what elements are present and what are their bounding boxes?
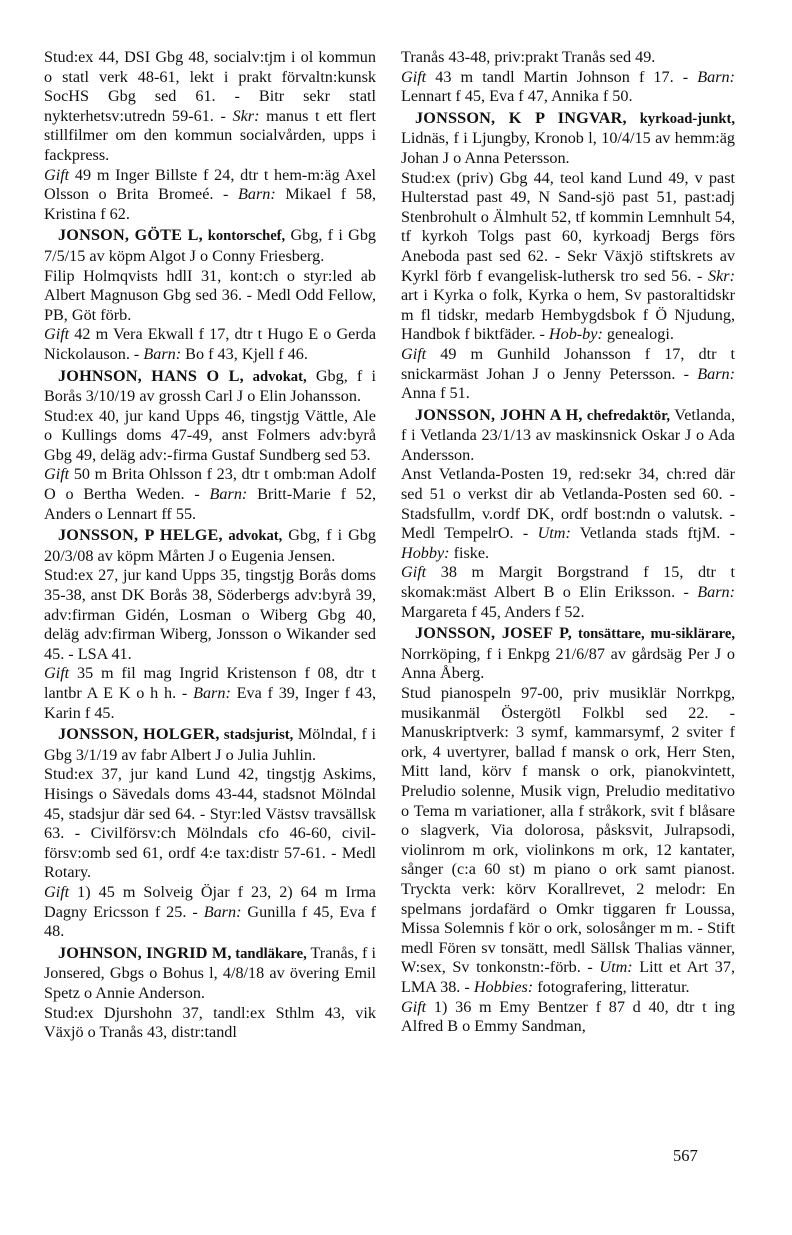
entry-text: Anna f 51. (401, 384, 470, 403)
field-label: Barn: (697, 583, 735, 602)
person-title: kontorschef, (202, 228, 286, 245)
entry-text: Vetlanda, f i Vetlanda 23/1/13 av maskinsnick Oskar J o Ada Andersson. (401, 405, 735, 464)
entry-text: Stud:ex Djurshohn 37, tandl:ex Sthlm 43, vik Växjö o Tranås 43, distr:tandl (44, 1003, 376, 1042)
entry-text: Tranås 43-48, priv:prakt Tranås sed 49. (401, 48, 656, 66)
field-label: Barn: (238, 185, 276, 204)
entry-text: manus t ett flert stillfilmer om den kommun socialvården, upps i fackpress. (44, 106, 376, 164)
entry-text: Lennart f 45, Eva f 47, Annika f 50. (401, 87, 633, 106)
left-column (44, 48, 376, 1043)
entry-paragraph (44, 765, 376, 883)
field-label: Barn: (697, 364, 735, 383)
person-title: kyrkoad-junkt, (626, 110, 735, 127)
entry-text: art i Kyrka o folk, Kyrka o hem, Sv pastoraltidskr m fl tidskr, medarb Hembygdsbok f Ö Njudung, Handbok f biktfäder. - (401, 286, 735, 344)
entry-paragraph (401, 684, 735, 998)
field-label: Hobby: (401, 543, 450, 562)
entry-text: 49 m Gunhild Johansson f 17, dtr t snickarmäst Johan J o Jenny Petersson. - (401, 344, 735, 383)
person-name: JONSSON, JOSEF P, (415, 624, 573, 643)
field-label: Gift (44, 465, 70, 484)
field-label: Barn: (209, 485, 248, 504)
field-label: Barn: (203, 902, 242, 921)
person-title: tandläkare, (231, 945, 307, 962)
person-name: JONSSON, K P INGVAR, (415, 108, 627, 127)
entry-paragraph (44, 465, 376, 524)
field-label: Gift (401, 997, 427, 1016)
person-title: advokat, (243, 368, 307, 385)
entry-text: Gbg, f i Gbg 7/5/15 av köpm Algot J o Conny Friesberg. (44, 226, 377, 265)
entry-text: Lidnäs, f i Ljungby, Kronob l, 10/4/15 av hemm:äg Johan J o Anna Petersson. (401, 129, 735, 167)
biography-entry (44, 526, 376, 723)
entry-text: Filip Holmqvists hdlI 31, kont:ch o styr:led ab Albert Magnuson Gbg sed 36. - Medl Odd Fellow, PB, Göt förb. (44, 266, 376, 324)
entry-paragraph (44, 48, 376, 166)
entry-text: Gbg, f i Gbg 20/3/08 av köpm Mårten J o Eugenia Jensen. (44, 526, 376, 565)
person-name: JONSON, GÖTE L, (58, 226, 203, 245)
biography-entry (401, 109, 735, 404)
biography-entry (44, 367, 376, 525)
field-label: Hobbies: (473, 977, 534, 996)
entry-text: Stud:ex 40, jur kand Upps 46, tingstjg Vättle, Ale o Kullings doms 47-49, anst Folmers adv:byrå Gbg 49, deläg adv:-firma Gustaf Sundberg sed 53. (44, 406, 376, 464)
entry-paragraph (44, 883, 376, 942)
biography-entry (44, 944, 376, 1043)
entry-text: 42 m Vera Ekwall f 17, dtr t Hugo E o Gerda Nickolauson. - (44, 325, 376, 363)
entry-heading-paragraph (401, 109, 735, 169)
biography-entry (44, 725, 376, 942)
entry-text: Gunilla f 45, Eva f 48. (44, 902, 376, 941)
person-title: tonsättare, mu-siklärare, (572, 626, 735, 643)
entry-heading-paragraph (44, 526, 376, 566)
field-label: Utm: (599, 958, 633, 977)
entry-text: 1) 36 m Emy Bentzer f 87 d 40, dtr t ing Alfred B o Emmy Sandman, (401, 997, 735, 1036)
field-label: Skr: (232, 106, 260, 125)
field-label: Barn: (193, 684, 231, 702)
field-label: Gift (44, 165, 70, 184)
person-name: JONSSON, JOHN A H, (415, 405, 583, 424)
entry-text: Tranås, f i Jonsered, Gbgs o Bohus l, 4/8/18 av övering Emil Spetz o Annie Anderson. (44, 943, 376, 1002)
field-label: Gift (401, 344, 427, 363)
entry-text: 35 m fil mag Ingrid Kristenson f 08, dtr t lantbr A E K o h h. - (44, 664, 376, 702)
person-title: chefredaktör, (582, 407, 670, 424)
entry-text: Margareta f 45, Anders f 52. (401, 602, 585, 621)
entry-text: Vetlanda stads ftjM. - (570, 524, 735, 543)
entry-text: Mikael f 58, Kristina f 62. (44, 185, 376, 223)
field-label: Gift (401, 67, 427, 86)
entry-text: fiske. (449, 543, 490, 562)
entry-paragraph (401, 48, 735, 68)
entry-paragraph (401, 68, 735, 107)
entry-paragraph (401, 998, 735, 1037)
biography-entry (401, 406, 735, 623)
entry-text: Stud:ex (priv) Gbg 44, teol kand Lund 49, v past Hulterstad past 49, N Sand-sjö past 51, past:adj Stenbrohult o Älmhult 52, tf kommin Lemnhult 54, tf kyrkoh Tolgs past 60, kyrkoadj Bergs förs Aneboda past sed 62. - Sekr Växjö stiftskrets av Kyrkl förb f evangelisk-luthersk tro sed 56. - (401, 168, 735, 285)
entry-continuation (401, 48, 735, 107)
field-label: Barn: (697, 67, 735, 86)
top-rule (40, 30, 740, 31)
entry-text: Stud:ex 44, DSI Gbg 48, socialv:tjm i ol kommun o statl verk 48-61, lekt i prakt förvaltn:kunsk SocHS Gbg sed 61. - Bitr sekr statl nykterhetsv:utredn 59-61. - (44, 48, 376, 125)
entry-heading-paragraph (44, 226, 376, 266)
entry-text: Stud pianospeln 97-00, priv musiklär Norrkpg, musikanmäl Östergötl Folkbl sed 22. - Manuskriptverk: 3 symf, kammarsymf, 2 sviter f ork, 4 uvertyrer, ballad f mansk o ork, Herr Sten, Mitt land, körv f mansk o ork, pianokvintett, Preludio solenne, Musik vign, Preludio meditativo o Tema m variationer, alla f stråkork, svit f blåsare o slagverk, Via dolorosa, påsksvit, Julrapsodi, violinrom m ork, violinkons m ork, 12 kantater, sånger (c:a 60 st) m piano o ork samt pianost. Tryckta verk: körv Korallrevet, 2 melodr: En spelmans jordafärd o Omkr tiggaren fr Loussa, Missa Solemnis f kör o ork, solosånger m m. - Stift medl Fören sv tonsätt, medl Sällsk Thalias vänner, W:sex, Sv tonkonstn:-förb. - (401, 684, 735, 977)
entry-paragraph (44, 1004, 376, 1043)
field-label: Gift (401, 563, 427, 582)
field-label: Gift (44, 325, 70, 344)
entry-paragraph (44, 566, 376, 664)
biography-entry (44, 226, 376, 364)
entry-paragraph (401, 563, 735, 622)
entry-text: Stud:ex 27, jur kand Upps 35, tingstjg Borås doms 35-38, anst DK Borås 38, Söderbergs adv:byrå 39, adv:firman Gidén, Losman o Wiberg Gbg 40, deläg adv:firman Wiberg, Jonsson o Wikander sed 45. - LSA 41. (44, 566, 376, 663)
entry-text: 1) 45 m Solveig Öjar f 23, 2) 64 m Irma Dagny Ericsson f 25. - (44, 882, 376, 921)
entry-text: 50 m Brita Ohlsson f 23, dtr t omb:man Adolf O o Bertha Weden. - (44, 465, 376, 504)
field-label: Barn: (143, 344, 182, 363)
entry-text: Stud:ex 37, jur kand Lund 42, tingstjg Askims, Hisings o Sävedals doms 43-44, stadsnot Mölndal 45, stadsjur där sed 64. - Styr:led Västsv travsällsk 63. - Civilförsv:ch Mölndals cfo 46-60, civil-försv:omb sed 61, ordf 4:e tax:distr 57-61. - Medl Rotary. (44, 765, 376, 882)
person-title: stadsjurist, (219, 727, 294, 744)
entry-heading-paragraph (44, 944, 376, 1004)
right-column (401, 48, 735, 1037)
entry-paragraph (44, 325, 376, 364)
entry-heading-paragraph (401, 406, 735, 466)
biography-entry (401, 624, 735, 1036)
entry-text: Litt et Art 37, LMA 38. - (401, 958, 735, 996)
entry-paragraph (44, 166, 376, 225)
field-label: Skr: (708, 266, 735, 285)
entry-paragraph (401, 169, 735, 345)
entry-heading-paragraph (44, 367, 376, 407)
entry-text: Britt-Marie f 52, Anders o Lennart ff 55. (44, 485, 376, 523)
entry-text: 43 m tandl Martin Johnson f 17. - (426, 67, 698, 86)
person-name: JONSSON, HOLGER, (58, 725, 220, 744)
entry-heading-paragraph (44, 725, 376, 765)
person-name: JONSSON, P HELGE, (58, 526, 223, 545)
entry-paragraph (401, 465, 735, 563)
entry-text: Bo f 43, Kjell f 46. (181, 344, 308, 363)
person-name: JOHNSON, HANS O L, (58, 366, 244, 385)
field-label: Hob-by: (548, 325, 603, 344)
entry-text: genealogi. (602, 325, 674, 344)
entry-text: Eva f 39, Inger f 43, Karin f 45. (44, 684, 376, 722)
entry-text: Gbg, f i Borås 3/10/19 av grossh Carl J o Elin Johansson. (44, 366, 377, 406)
entry-text: 49 m Inger Billste f 24, dtr t hem-m:äg Axel Olsson o Brita Bromeé. - (44, 165, 376, 204)
entry-paragraph (401, 345, 735, 404)
person-title: advokat, (222, 528, 283, 545)
entry-text: Mölndal, f i Gbg 3/1/19 av fabr Albert J o Julia Juhlin. (44, 725, 377, 764)
entry-text: Norrköping, f i Enkpg 21/6/87 av gårdsäg Per J o Anna Åberg. (401, 644, 735, 683)
page-number: 567 (673, 1146, 698, 1165)
entry-paragraph (44, 267, 376, 326)
person-name: JOHNSON, INGRID M, (58, 943, 232, 962)
field-label: Utm: (537, 524, 571, 543)
entry-heading-paragraph (401, 624, 735, 684)
entry-paragraph (44, 407, 376, 466)
entry-text: fotografering, litteratur. (533, 977, 690, 996)
field-label: Gift (44, 664, 70, 683)
entry-text: 38 m Margit Borgstrand f 15, dtr t skomak:mäst Albert B o Elin Eriksson. - (401, 563, 735, 602)
entry-text: Anst Vetlanda-Posten 19, red:sekr 34, ch:red där sed 51 o verkst dir ab Vetlanda-Posten sed 60. - Stadsfullm, v.ordf DK, ordf bost:ndn o valutsk. - Medl TempelrO. - (401, 465, 735, 543)
entry-continuation (44, 48, 376, 224)
field-label: Gift (44, 882, 70, 901)
entry-paragraph (44, 664, 376, 723)
